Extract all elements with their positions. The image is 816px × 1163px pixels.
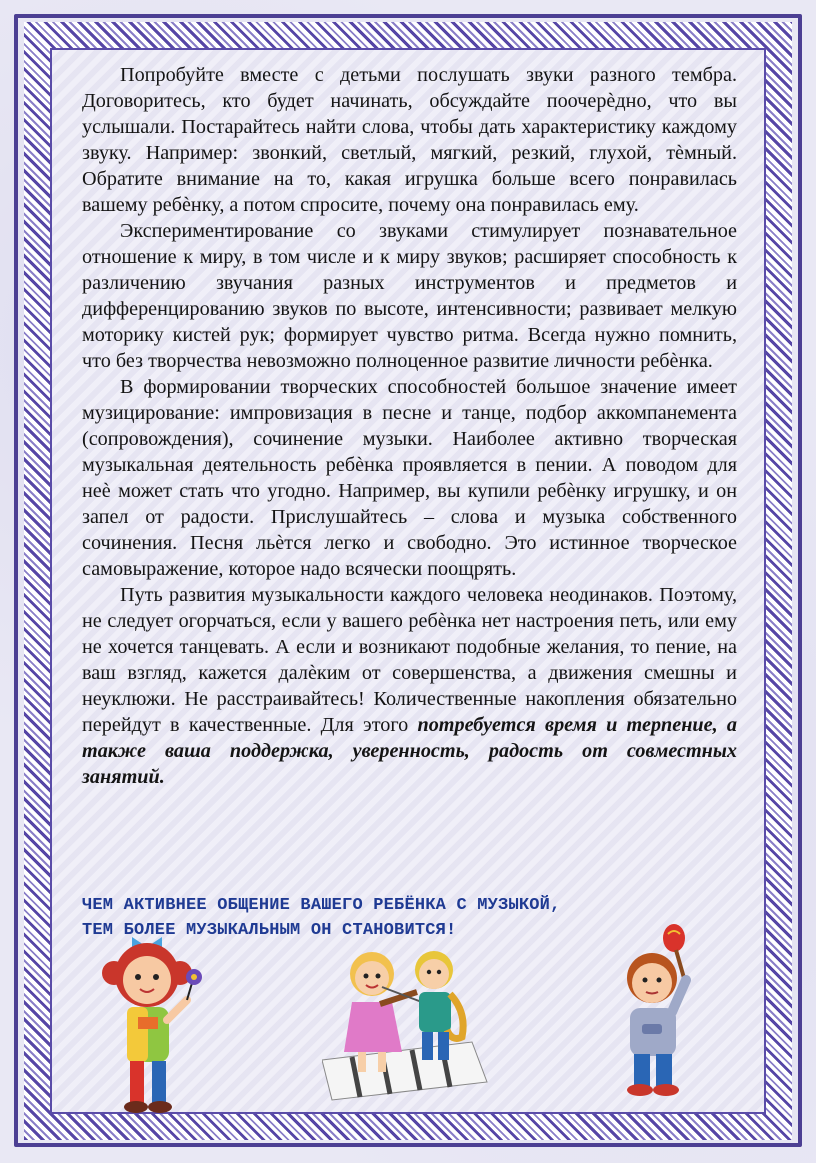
highlight-line-2: ТЕМ БОЛЕЕ МУЗЫКАЛЬНЫМ ОН СТАНОВИТСЯ! bbox=[82, 921, 457, 940]
article-body bbox=[82, 62, 737, 790]
highlight-line-1: ЧЕМ АКТИВНЕЕ ОБЩЕНИЕ ВАШЕГО РЕБЁНКА С МУЗЫКОЙ, bbox=[82, 896, 561, 915]
children-with-violin-and-saxophone-icon bbox=[322, 942, 492, 1102]
paragraph-experimenting: Экспериментирование со звуками стимулирует познавательное отношение к миру, в том числе и к миру звуков; расширяет способность к различению звучания разных инструментов и предметов и дифференцированию звуков по высоте, интенсивности; развивает мелкую моторику кистей рук; формирует чувство ритма. Всегда нужно помнить, что без творчества невозможно полноценное развитие личности ребѐнка. bbox=[82, 220, 737, 372]
paragraph-creativity: В формировании творческих способностей большое значение имеет музицирование: импровизация в песне и танце, подбор аккомпанемента (сопровождения), сочинение музыки. Наиболее активно творческая музыкальная деятельность ребѐнка проявляется в пении. А поводом для неѐ может стать что угодно. Например, вы купили ребѐнку игрушку, и он запел от радости. Прислушайтесь – слова и музыка собственного сочинения. Песня льѐтся легко и свободно. Это истинное творческое самовыражение, которое надо всячески поощрять. bbox=[82, 376, 737, 580]
paragraph-development-emphasis: потребуется время и терпение, а также ваша поддержка, уверенность, радость от совместных занятий. bbox=[82, 714, 738, 788]
paragraph-development-text: Путь развития музыкальности каждого человека неодинаков. Поэтому, не следует огорчаться, если у вашего ребѐнка нет настроения петь, или ему не хочется танцевать. А если и возникают подобные желания, то пение, на ваш взгляд, кажется далѐким от совершенства, а движения смешны и неуклюжи. Не расстраивайтесь! Количественные накопления обязательно перейдут в качественные. Для этого bbox=[82, 584, 737, 736]
boy-with-maracas-icon bbox=[612, 920, 722, 1098]
paragraph-timbre: Попробуйте вместе с детьми послушать звуки разного тембра. Договоритесь, кто будет начинать, обсуждайте поочерѐдно, что вы услышали. Постарайтесь найти слова, чтобы дать характеристику каждому звуку. Например: звонкий, светлый, мягкий, резкий, глухой, тѐмный. Обратите внимание на то, какая игрушка больше всего понравилась вашему ребѐнку, а потом спросите, почему она понравилась ему. bbox=[82, 64, 737, 216]
girl-with-rattle-icon bbox=[92, 925, 212, 1120]
paragraph-development bbox=[82, 582, 737, 790]
